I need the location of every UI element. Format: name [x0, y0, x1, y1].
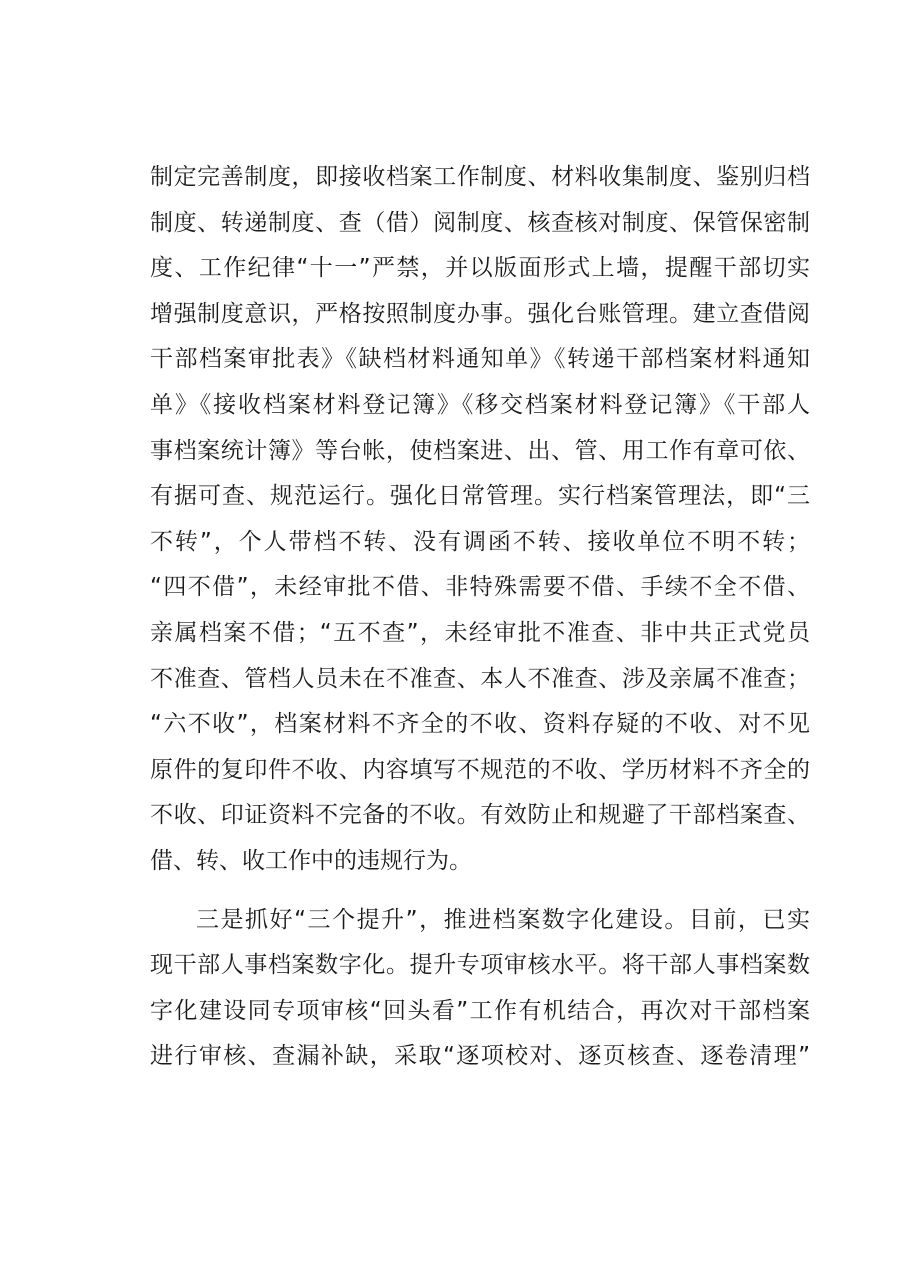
paragraph-1-line-7: 事档案统计簿》等台帐，使档案进、出、管、用工作有章可依、 [150, 437, 810, 464]
paragraph-2-line-1: 三是抓好“三个提升”，推进档案数字化建设。目前，已实 [196, 906, 810, 933]
paragraph-1-line-4: 增强制度意识，严格按照制度办事。强化台账管理。建立查借阅 [150, 300, 810, 327]
body-text [150, 155, 810, 1080]
paragraph-2-line-2: 现干部人事档案数字化。提升专项审核水平。将干部人事档案数 [150, 952, 810, 979]
paragraph-1-line-3: 度、工作纪律“十一”严禁，并以版面形式上墙，提醒干部切实 [150, 255, 810, 282]
paragraph-1-line-5: 干部档案审批表》《缺档材料通知单》《转递干部档案材料通知 [150, 346, 810, 373]
paragraph-1-line-16: 借、转、收工作中的违规行为。 [150, 847, 472, 874]
paragraph-1-line-6: 单》《接收档案材料登记簿》《移交档案材料登记簿》《干部人 [150, 391, 810, 418]
paragraph-2-line-4: 进行审核、查漏补缺，采取“逐项校对、逐页核查、逐卷清理” [150, 1043, 810, 1070]
paragraph-1-line-12: 不准查、管档人员未在不准查、本人不准查、涉及亲属不准查； [150, 665, 810, 692]
paragraph-1-line-13: “六不收”，档案材料不齐全的不收、资料存疑的不收、对不见 [150, 711, 810, 738]
paragraph-1-line-14: 原件的复印件不收、内容填写不规范的不收、学历材料不齐全的 [150, 756, 810, 783]
paragraph-2-line-3: 字化建设同专项审核“回头看”工作有机结合，再次对干部档案 [150, 997, 810, 1024]
paragraph-1-line-1: 制定完善制度，即接收档案工作制度、材料收集制度、鉴别归档 [150, 164, 810, 190]
paragraph-1-line-10: “四不借”，未经审批不借、非特殊需要不借、手续不全不借、 [150, 574, 810, 601]
paragraph-1-line-8: 有据可查、规范运行。强化日常管理。实行档案管理法，即“三 [150, 483, 810, 510]
paragraph-1-line-9: 不转”，个人带档不转、没有调函不转、接收单位不明不转； [150, 528, 810, 555]
paragraph-1-line-15: 不收、印证资料不完备的不收。有效防止和规避了干部档案查、 [150, 802, 810, 829]
paragraph-1-line-11: 亲属档案不借；“五不查”，未经审批不准查、非中共正式党员 [150, 619, 810, 646]
paragraph-1-line-2: 制度、转递制度、查（借）阅制度、核查核对制度、保管保密制 [150, 209, 810, 236]
